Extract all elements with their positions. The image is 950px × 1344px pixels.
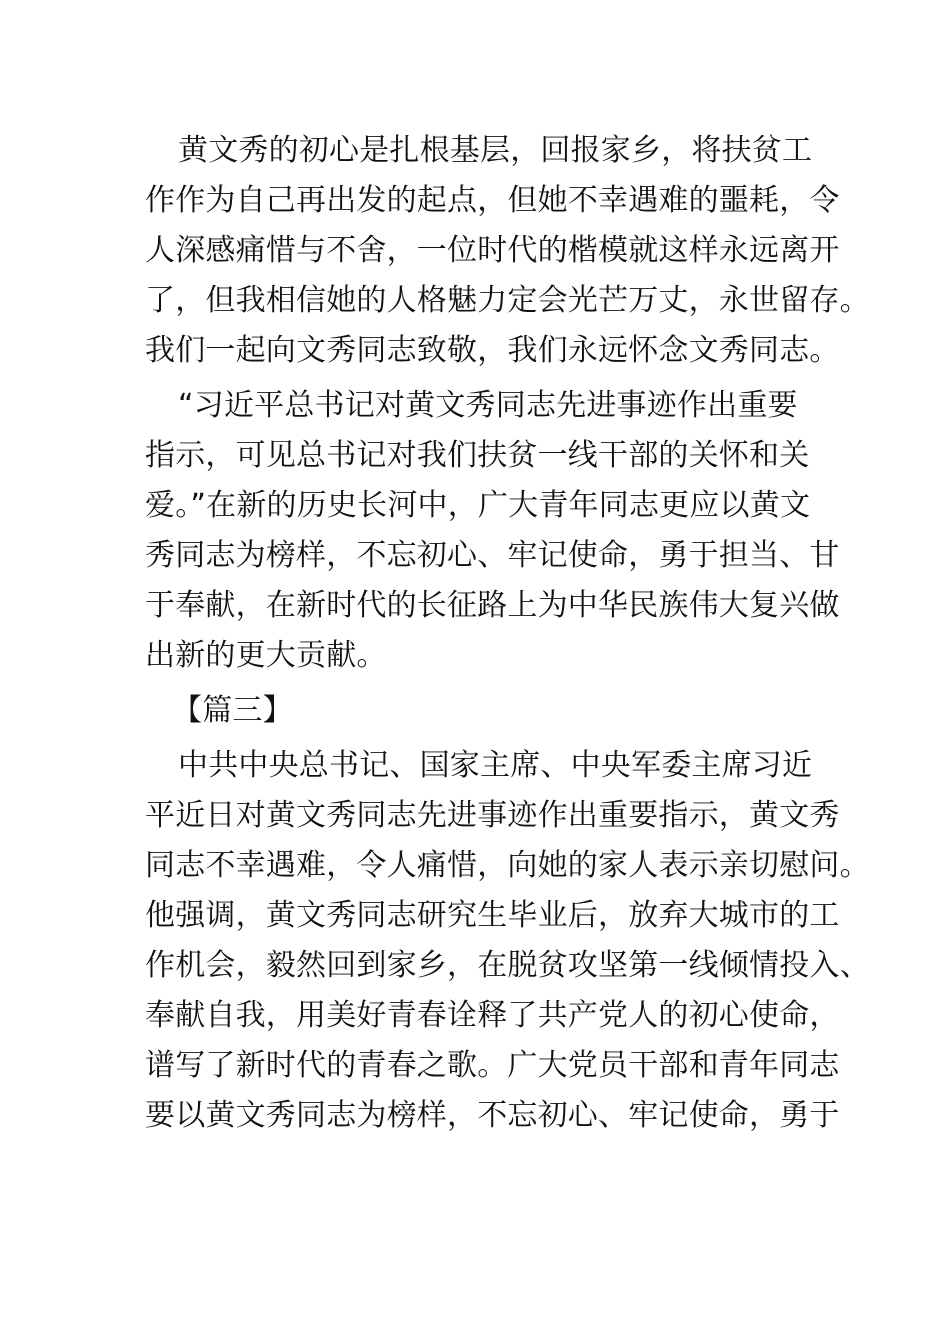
paragraph-line: 同志不幸遇难，令人痛惜，向她的家人表示亲切慰问。 xyxy=(145,848,870,883)
paragraph-line: 作作为自己再出发的起点，但她不幸遇难的噩耗，令 xyxy=(145,183,840,218)
paragraph-line: 中共中央总书记、国家主席、中央军委主席习近 xyxy=(178,748,813,783)
paragraph-line: 要以黄文秀同志为榜样，不忘初心、牢记使命，勇于 xyxy=(145,1098,840,1133)
paragraph-line: 爱。”在新的历史长河中，广大青年同志更应以黄文 xyxy=(145,488,811,523)
section-heading: 【篇三】 xyxy=(172,693,293,728)
paragraph-line: 人深感痛惜与不舍，一位时代的楷模就这样永远离开 xyxy=(145,233,840,268)
paragraph-line: 了，但我相信她的人格魅力定会光芒万丈，永世留存。 xyxy=(145,283,870,318)
paragraph-line: 出新的更大贡献。 xyxy=(145,638,387,673)
paragraph-line: 秀同志为榜样，不忘初心、牢记使命，勇于担当、甘 xyxy=(145,538,840,573)
paragraph-line: 我们一起向文秀同志致敬，我们永远怀念文秀同志。 xyxy=(145,333,840,368)
paragraph-line: 黄文秀的初心是扎根基层，回报家乡，将扶贫工 xyxy=(178,133,813,168)
paragraph-line: 作机会，毅然回到家乡，在脱贫攻坚第一线倾情投入、 xyxy=(145,948,870,983)
paragraph-line: “习近平总书记对黄文秀同志先进事迹作出重要 xyxy=(178,388,798,423)
paragraph-line: 指示，可见总书记对我们扶贫一线干部的关怀和关 xyxy=(145,438,810,473)
paragraph-line: 谱写了新时代的青春之歌。广大党员干部和青年同志 xyxy=(145,1048,840,1083)
paragraph-line: 于奉献，在新时代的长征路上为中华民族伟大复兴做 xyxy=(145,588,840,623)
paragraph-line: 他强调，黄文秀同志研究生毕业后，放弃大城市的工 xyxy=(145,898,840,933)
paragraph-line: 平近日对黄文秀同志先进事迹作出重要指示，黄文秀 xyxy=(145,798,840,833)
paragraph-line: 奉献自我，用美好青春诠释了共产党人的初心使命， xyxy=(145,998,840,1033)
